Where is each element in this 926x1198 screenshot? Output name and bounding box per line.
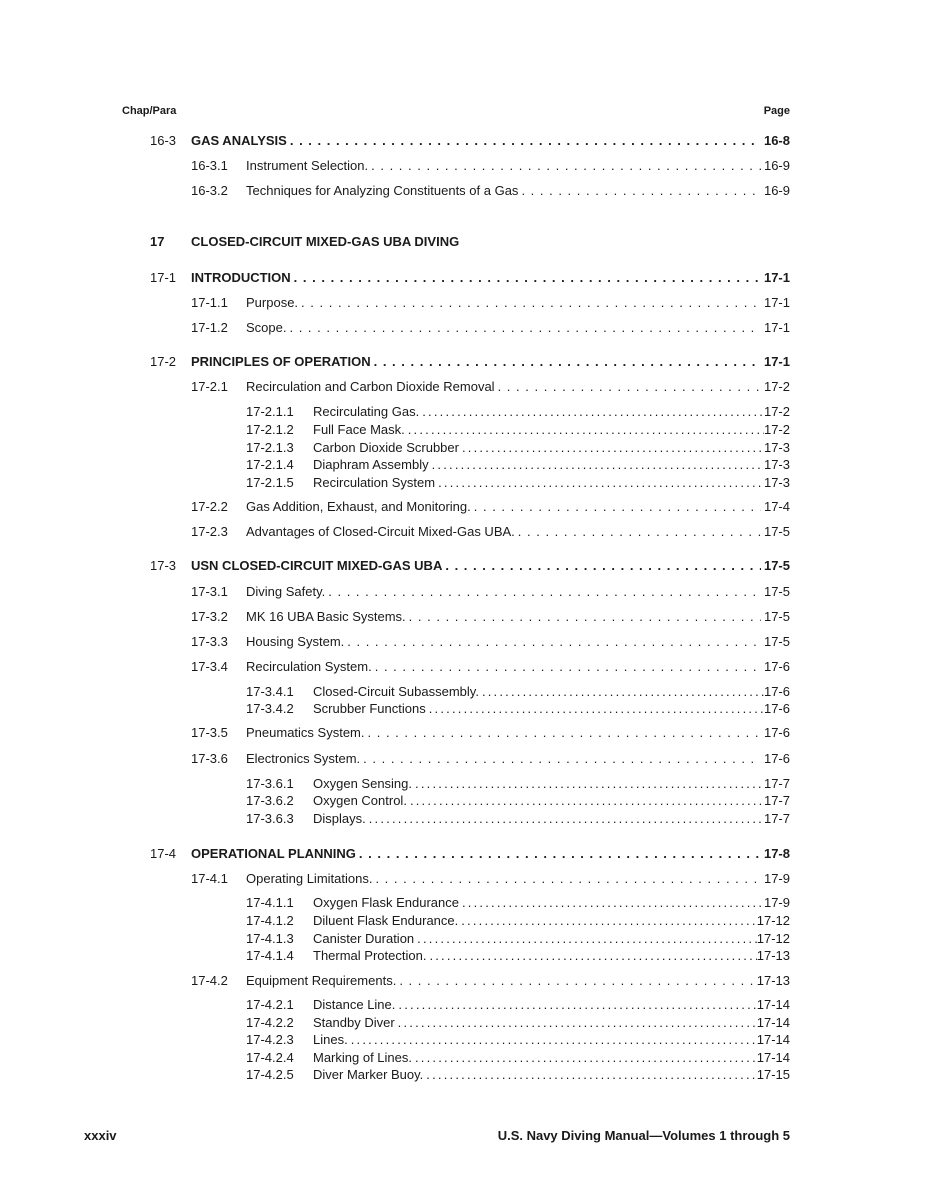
chapter-heading xyxy=(150,234,459,249)
toc-entry-page: 17-15 xyxy=(756,1067,790,1082)
dot-leader xyxy=(410,792,764,809)
dot-leader xyxy=(368,724,761,742)
toc-entry-page: 17-7 xyxy=(763,776,790,791)
dot-leader xyxy=(426,1066,756,1083)
dot-leader xyxy=(399,972,753,990)
toc-entry-number: 17-4.2.1 xyxy=(246,997,294,1012)
toc-entry-title: Scrubber Functions xyxy=(313,701,426,716)
dot-leader xyxy=(498,378,761,396)
toc-entry-number: 17-3.5 xyxy=(191,725,228,740)
toc-entry-number: 17-2.3 xyxy=(191,524,228,539)
dot-leader xyxy=(462,894,764,911)
toc-entry-page: 17-8 xyxy=(763,846,790,861)
toc-entry-number: 17-2.1 xyxy=(191,379,228,394)
toc-entry-title: PRINCIPLES OF OPERATION xyxy=(191,354,371,369)
toc-entry-title: Purpose. xyxy=(246,295,299,310)
toc-entry-level-2[interactable] xyxy=(191,498,790,516)
toc-entry-page: 17-13 xyxy=(756,973,790,988)
toc-entry-page: 17-9 xyxy=(763,871,790,886)
toc-entry-number: 17-2.2 xyxy=(191,499,228,514)
toc-entry-title: GAS ANALYSIS xyxy=(191,133,287,148)
dot-leader xyxy=(351,1031,757,1048)
toc-entry-page: 17-5 xyxy=(763,584,790,599)
toc-entry-page: 17-2 xyxy=(763,422,790,437)
toc-entry-title: Oxygen Control. xyxy=(313,793,407,808)
toc-entry-page: 16-9 xyxy=(763,158,790,173)
toc-entry-number: 17-3.6.1 xyxy=(246,776,294,791)
toc-entry-page: 17-12 xyxy=(756,913,790,928)
toc-entry-level-3[interactable] xyxy=(246,1014,790,1031)
dot-leader xyxy=(445,557,761,575)
toc-entry-page: 17-2 xyxy=(763,404,790,419)
toc-entry-page: 17-14 xyxy=(756,1032,790,1047)
toc-entry-page: 17-6 xyxy=(763,725,790,740)
toc-entry-title: Carbon Dioxide Scrubber xyxy=(313,440,459,455)
dot-leader xyxy=(521,182,761,200)
toc-entry-level-2[interactable] xyxy=(191,608,790,626)
toc-entry-title: Gas Addition, Exhaust, and Monitoring. xyxy=(246,499,471,514)
toc-entry-level-2[interactable] xyxy=(191,523,790,541)
toc-entry-page: 16-8 xyxy=(763,133,790,148)
toc-entry-title: Full Face Mask. xyxy=(313,422,405,437)
toc-entry-number: 17-4.1.3 xyxy=(246,931,294,946)
toc-entry-title: OPERATIONAL PLANNING xyxy=(191,846,356,861)
toc-entry-number: 17-4 xyxy=(150,846,177,861)
toc-entry-title: Scope. xyxy=(246,320,287,335)
toc-entry-level-3[interactable] xyxy=(246,1049,790,1066)
toc-entry-level-3[interactable] xyxy=(246,474,790,491)
toc-entry-title: Recirculation System. xyxy=(246,659,372,674)
dot-leader xyxy=(408,421,764,438)
toc-entry-page: 17-14 xyxy=(756,1015,790,1030)
toc-entry-page: 17-3 xyxy=(763,457,790,472)
toc-entry-page: 17-1 xyxy=(763,354,790,369)
dot-leader xyxy=(290,132,761,150)
toc-entry-level-3[interactable] xyxy=(246,996,790,1013)
toc-entry-title: Diaphram Assembly xyxy=(313,457,429,472)
toc-entry-level-2[interactable] xyxy=(191,583,790,601)
toc-entry-level-2[interactable] xyxy=(191,972,790,990)
toc-entry-number: 17-4.2 xyxy=(191,973,228,988)
toc-entry-page: 17-14 xyxy=(756,997,790,1012)
chapter-number: 17 xyxy=(150,234,165,249)
toc-entry-level-2[interactable] xyxy=(191,378,790,396)
toc-entry-number: 17-4.1 xyxy=(191,871,228,886)
toc-entry-title: Advantages of Closed-Circuit Mixed-Gas UBA. xyxy=(246,524,515,539)
toc-entry-title: Recirculating Gas. xyxy=(313,404,420,419)
dot-leader xyxy=(398,1014,757,1031)
toc-entry-title: Lines. xyxy=(313,1032,348,1047)
dot-leader xyxy=(474,498,761,516)
dot-leader xyxy=(432,456,764,473)
dot-leader xyxy=(375,658,761,676)
toc-entry-title: Canister Duration xyxy=(313,931,415,946)
toc-entry-number: 17-3.1 xyxy=(191,584,228,599)
toc-entry-number: 17-1 xyxy=(150,270,177,285)
toc-entry-title: Techniques for Analyzing Constituents of a Gas xyxy=(246,183,519,198)
toc-entry-page: 17-2 xyxy=(763,379,790,394)
toc-entry-page: 17-7 xyxy=(763,793,790,808)
toc-entry-title: Diver Marker Buoy. xyxy=(313,1067,424,1082)
dot-leader xyxy=(289,319,760,337)
toc-entry-page: 17-9 xyxy=(763,895,790,910)
toc-entry-level-2[interactable] xyxy=(191,724,790,742)
page-number-footer: xxxiv xyxy=(84,1128,117,1143)
dot-leader xyxy=(518,523,761,541)
toc-entry-number: 17-2 xyxy=(150,354,177,369)
toc-entry-title: Diluent Flask Endurance. xyxy=(313,913,459,928)
toc-entry-number: 17-3.6 xyxy=(191,751,228,766)
dot-leader xyxy=(438,474,764,491)
toc-entry-number: 17-2.1.5 xyxy=(246,475,294,490)
toc-entry-level-3[interactable] xyxy=(246,792,790,809)
toc-entry-title: Closed-Circuit Subassembly. xyxy=(313,684,479,699)
toc-entry-number: 17-3.2 xyxy=(191,609,228,624)
toc-entry-level-1[interactable] xyxy=(150,132,790,150)
toc-entry-page: 16-9 xyxy=(763,183,790,198)
toc-entry-level-3[interactable] xyxy=(246,947,790,964)
dot-leader xyxy=(371,157,761,175)
dot-leader xyxy=(417,930,757,947)
toc-entry-page: 17-1 xyxy=(763,295,790,310)
chapter-title: CLOSED-CIRCUIT MIXED-GAS UBA DIVING xyxy=(191,234,460,249)
dot-leader xyxy=(347,633,761,651)
toc-entry-title: Marking of Lines. xyxy=(313,1050,412,1065)
toc-entry-page: 17-5 xyxy=(763,558,790,573)
toc-entry-page: 17-3 xyxy=(763,440,790,455)
toc-entry-number: 17-3.3 xyxy=(191,634,228,649)
toc-entry-level-3[interactable] xyxy=(246,439,790,456)
toc-entry-title: Operating Limitations. xyxy=(246,871,373,886)
toc-entry-title: Pneumatics System. xyxy=(246,725,365,740)
toc-entry-level-3[interactable] xyxy=(246,683,790,700)
toc-entry-level-3[interactable] xyxy=(246,775,790,792)
toc-entry-level-1[interactable] xyxy=(150,353,790,371)
toc-entry-page: 17-5 xyxy=(763,609,790,624)
toc-entry-level-3[interactable] xyxy=(246,912,790,929)
toc-entry-number: 17-4.1.1 xyxy=(246,895,294,910)
toc-entry-title: Distance Line. xyxy=(313,997,396,1012)
toc-entry-level-1[interactable] xyxy=(150,845,790,863)
toc-entry-number: 17-2.1.4 xyxy=(246,457,294,472)
toc-entry-title: Recirculation System xyxy=(313,475,436,490)
toc-entry-level-3[interactable] xyxy=(246,1066,790,1083)
toc-entry-title: Standby Diver xyxy=(313,1015,395,1030)
toc-entry-title: Thermal Protection. xyxy=(313,948,427,963)
toc-entry-number: 17-1.1 xyxy=(191,295,228,310)
toc-entry-level-1[interactable] xyxy=(150,269,790,287)
toc-entry-level-3[interactable] xyxy=(246,456,790,473)
toc-entry-page: 17-1 xyxy=(763,270,790,285)
toc-entry-number: 16-3 xyxy=(150,133,177,148)
dot-leader xyxy=(461,912,757,929)
dot-leader xyxy=(415,1049,757,1066)
toc-entry-page: 17-4 xyxy=(763,499,790,514)
toc-entry-level-2[interactable] xyxy=(191,182,790,200)
dot-leader xyxy=(398,996,756,1013)
toc-entry-page: 17-12 xyxy=(756,931,790,946)
dot-leader xyxy=(374,353,761,371)
dot-leader xyxy=(294,269,761,287)
toc-entry-title: Oxygen Flask Endurance xyxy=(313,895,459,910)
toc-entry-number: 17-3.6.2 xyxy=(246,793,294,808)
toc-entry-page: 17-3 xyxy=(763,475,790,490)
dot-leader xyxy=(409,608,761,626)
dot-leader xyxy=(422,403,764,420)
manual-title-footer: U.S. Navy Diving Manual—Volumes 1 through 5 xyxy=(497,1128,790,1143)
toc-entry-title: USN CLOSED-CIRCUIT MIXED-GAS UBA xyxy=(191,558,443,573)
dot-leader xyxy=(359,845,761,863)
toc-entry-level-3[interactable] xyxy=(246,421,790,438)
dot-leader xyxy=(429,700,764,717)
toc-entry-title: INTRODUCTION xyxy=(191,270,291,285)
toc-entry-page: 17-5 xyxy=(763,634,790,649)
toc-entry-title: MK 16 UBA Basic Systems. xyxy=(246,609,406,624)
toc-entry-title: Oxygen Sensing. xyxy=(313,776,413,791)
toc-entry-level-3[interactable] xyxy=(246,403,790,420)
toc-entry-number: 17-3.4 xyxy=(191,659,228,674)
toc-entry-number: 17-2.1.1 xyxy=(246,404,294,419)
toc-entry-number: 17-3 xyxy=(150,558,177,573)
toc-entry-number: 17-3.4.1 xyxy=(246,684,294,699)
toc-entry-level-2[interactable] xyxy=(191,750,790,768)
toc-entry-number: 17-3.4.2 xyxy=(246,701,294,716)
dot-leader xyxy=(375,870,761,888)
toc-entry-level-2[interactable] xyxy=(191,294,790,312)
toc-entry-level-2[interactable] xyxy=(191,319,790,337)
toc-entry-page: 17-14 xyxy=(756,1050,790,1065)
toc-entry-title: Diving Safety. xyxy=(246,584,326,599)
toc-entry-level-2[interactable] xyxy=(191,658,790,676)
column-header-chap-para: Chap/Para xyxy=(122,105,177,117)
toc-entry-number: 17-3.6.3 xyxy=(246,811,294,826)
toc-entry-page: 17-1 xyxy=(763,320,790,335)
toc-entry-number: 16-3.2 xyxy=(191,183,228,198)
toc-entry-number: 17-2.1.3 xyxy=(246,440,294,455)
toc-entry-title: Equipment Requirements. xyxy=(246,973,397,988)
toc-entry-page: 17-13 xyxy=(756,948,790,963)
toc-entry-title: Instrument Selection. xyxy=(246,158,369,173)
toc-entry-number: 17-2.1.2 xyxy=(246,422,294,437)
toc-entry-page: 17-6 xyxy=(763,684,790,699)
toc-entry-number: 17-4.2.2 xyxy=(246,1015,294,1030)
toc-entry-number: 17-4.1.2 xyxy=(246,913,294,928)
toc-entry-title: Housing System. xyxy=(246,634,345,649)
toc-entry-level-2[interactable] xyxy=(191,633,790,651)
dot-leader xyxy=(482,683,764,700)
dot-leader xyxy=(328,583,761,601)
dot-leader xyxy=(363,750,761,768)
toc-entry-number: 17-4.2.3 xyxy=(246,1032,294,1047)
dot-leader xyxy=(301,294,761,312)
toc-entry-number: 16-3.1 xyxy=(191,158,228,173)
toc-entry-level-3[interactable] xyxy=(246,930,790,947)
column-header-page: Page xyxy=(763,105,790,117)
dot-leader xyxy=(462,439,764,456)
toc-entry-page: 17-6 xyxy=(763,751,790,766)
dot-leader xyxy=(415,775,764,792)
dot-leader xyxy=(429,947,756,964)
toc-entry-number: 17-4.1.4 xyxy=(246,948,294,963)
toc-entry-number: 17-4.2.5 xyxy=(246,1067,294,1082)
toc-entry-level-2[interactable] xyxy=(191,870,790,888)
toc-entry-title: Recirculation and Carbon Dioxide Removal xyxy=(246,379,495,394)
toc-entry-level-3[interactable] xyxy=(246,810,790,827)
toc-entry-level-3[interactable] xyxy=(246,894,790,911)
dot-leader xyxy=(369,810,764,827)
toc-entry-number: 17-4.2.4 xyxy=(246,1050,294,1065)
toc-entry-page: 17-6 xyxy=(763,701,790,716)
toc-entry-level-3[interactable] xyxy=(246,700,790,717)
toc-entry-page: 17-7 xyxy=(763,811,790,826)
toc-entry-number: 17-1.2 xyxy=(191,320,228,335)
toc-entry-title: Electronics System. xyxy=(246,751,361,766)
toc-entry-level-2[interactable] xyxy=(191,157,790,175)
toc-entry-page: 17-6 xyxy=(763,659,790,674)
toc-entry-level-1[interactable] xyxy=(150,557,790,575)
toc-entry-page: 17-5 xyxy=(763,524,790,539)
toc-entry-title: Displays. xyxy=(313,811,366,826)
toc-entry-level-3[interactable] xyxy=(246,1031,790,1048)
